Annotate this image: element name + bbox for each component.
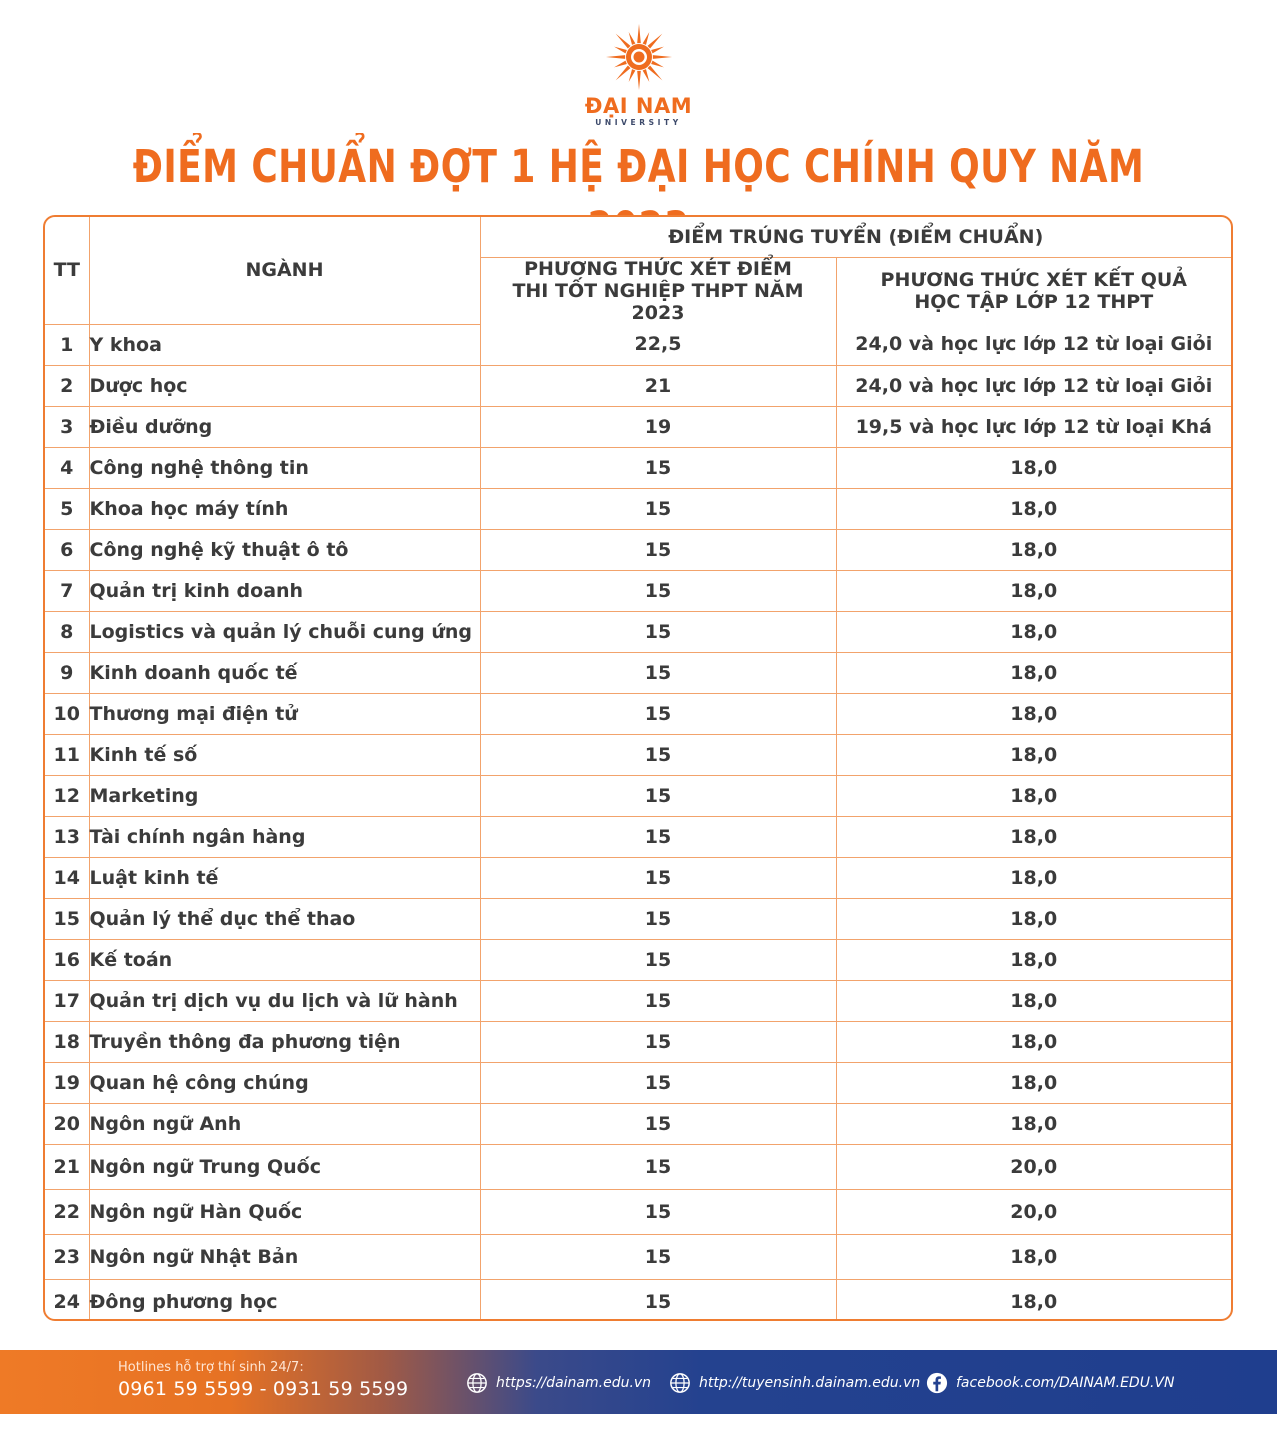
cell-major: Logistics và quản lý chuỗi cung ứng <box>89 611 480 652</box>
cell-tt: 21 <box>45 1144 89 1189</box>
admissions-link-text: http://tuyensinh.dainam.edu.vn <box>699 1375 921 1391</box>
cell-exam-score: 15 <box>480 529 836 570</box>
cell-tt: 10 <box>45 693 89 734</box>
cell-transcript-score: 18,0 <box>836 939 1231 980</box>
cell-major: Marketing <box>89 775 480 816</box>
footer-bar <box>0 1350 1277 1414</box>
table-row <box>45 693 1231 734</box>
table-row <box>45 529 1231 570</box>
table-row <box>45 1234 1231 1279</box>
cell-transcript-score: 18,0 <box>836 775 1231 816</box>
cell-major: Ngôn ngữ Trung Quốc <box>89 1144 480 1189</box>
logo-subtitle: UNIVERSITY <box>595 118 682 127</box>
table-row <box>45 734 1231 775</box>
cell-major: Y khoa <box>89 324 480 365</box>
header-major: NGÀNH <box>89 217 480 324</box>
cell-tt: 23 <box>45 1234 89 1279</box>
cell-exam-score: 15 <box>480 939 836 980</box>
facebook-link-text: facebook.com/DAINAM.EDU.VN <box>956 1375 1175 1391</box>
cell-transcript-score: 20,0 <box>836 1189 1231 1234</box>
cell-major: Công nghệ kỹ thuật ô tô <box>89 529 480 570</box>
cell-exam-score: 15 <box>480 693 836 734</box>
table-row <box>45 1062 1231 1103</box>
cell-exam-score: 15 <box>480 1021 836 1062</box>
cell-exam-score: 15 <box>480 775 836 816</box>
cell-major: Công nghệ thông tin <box>89 447 480 488</box>
table-row <box>45 324 1231 365</box>
score-table <box>45 217 1231 1321</box>
table-row <box>45 611 1231 652</box>
cell-transcript-score: 18,0 <box>836 1279 1231 1321</box>
cell-transcript-score: 18,0 <box>836 734 1231 775</box>
table-row <box>45 1144 1231 1189</box>
table-row <box>45 1189 1231 1234</box>
table-row <box>45 857 1231 898</box>
table-row <box>45 939 1231 980</box>
table-row <box>45 1279 1231 1321</box>
cell-exam-score: 15 <box>480 980 836 1021</box>
cell-exam-score: 21 <box>480 365 836 406</box>
cell-tt: 2 <box>45 365 89 406</box>
table-row <box>45 775 1231 816</box>
cell-exam-score: 15 <box>480 1103 836 1144</box>
cell-exam-score: 15 <box>480 1234 836 1279</box>
cell-transcript-score: 18,0 <box>836 611 1231 652</box>
cell-tt: 13 <box>45 816 89 857</box>
hotline-label: Hotlines hỗ trợ thí sinh 24/7: <box>118 1360 304 1375</box>
cell-exam-score: 15 <box>480 1062 836 1103</box>
cell-major: Kinh doanh quốc tế <box>89 652 480 693</box>
cell-exam-score: 15 <box>480 1279 836 1321</box>
cell-transcript-score: 18,0 <box>836 816 1231 857</box>
page-title: ĐIỂM CHUẨN ĐỢT 1 HỆ ĐẠI HỌC CHÍNH QUY NĂM <box>132 140 1145 193</box>
cell-major: Quan hệ công chúng <box>89 1062 480 1103</box>
cell-exam-score: 15 <box>480 611 836 652</box>
cell-tt: 22 <box>45 1189 89 1234</box>
cell-exam-score: 15 <box>480 857 836 898</box>
cell-tt: 6 <box>45 529 89 570</box>
cell-exam-score: 22,5 <box>480 324 836 365</box>
header-transcript-method-text: PHƯƠNG THỨC XÉT KẾT QUẢ HỌC TẬP LỚP 12 THPT <box>880 269 1187 313</box>
table-row <box>45 570 1231 611</box>
facebook-icon <box>926 1372 948 1394</box>
table-row <box>45 365 1231 406</box>
header-tt: TT <box>45 217 89 324</box>
header-exam-method <box>480 258 836 325</box>
cell-tt: 7 <box>45 570 89 611</box>
header-exam-method-text: PHƯƠNG THỨC XÉT ĐIỂM THI TỐT NGHIỆP THPT NĂM 2023 <box>512 258 804 324</box>
cell-exam-score: 15 <box>480 447 836 488</box>
cell-transcript-score: 18,0 <box>836 529 1231 570</box>
table-row <box>45 652 1231 693</box>
cell-exam-score: 15 <box>480 816 836 857</box>
cell-major: Ngôn ngữ Anh <box>89 1103 480 1144</box>
university-logo <box>0 22 1277 128</box>
cell-major: Điều dưỡng <box>89 406 480 447</box>
cell-tt: 15 <box>45 898 89 939</box>
score-table-body <box>45 324 1231 1321</box>
globe-icon <box>669 1372 691 1394</box>
cell-tt: 5 <box>45 488 89 529</box>
cell-tt: 11 <box>45 734 89 775</box>
table-row <box>45 1103 1231 1144</box>
cell-transcript-score: 18,0 <box>836 447 1231 488</box>
website-link-text: https://dainam.edu.vn <box>496 1375 652 1391</box>
cell-major: Thương mại điện tử <box>89 693 480 734</box>
cell-transcript-score: 20,0 <box>836 1144 1231 1189</box>
cell-major: Kế toán <box>89 939 480 980</box>
facebook-link[interactable] <box>926 1370 1174 1396</box>
score-table-frame <box>43 215 1233 1321</box>
cell-major: Ngôn ngữ Nhật Bản <box>89 1234 480 1279</box>
cell-tt: 1 <box>45 324 89 365</box>
table-row <box>45 1021 1231 1062</box>
cell-tt: 18 <box>45 1021 89 1062</box>
cell-tt: 19 <box>45 1062 89 1103</box>
cell-transcript-score: 18,0 <box>836 1021 1231 1062</box>
cell-tt: 3 <box>45 406 89 447</box>
cell-exam-score: 15 <box>480 1144 836 1189</box>
table-row <box>45 406 1231 447</box>
cell-transcript-score: 24,0 và học lực lớp 12 từ loại Giỏi <box>836 324 1231 365</box>
cell-transcript-score: 18,0 <box>836 898 1231 939</box>
table-row <box>45 816 1231 857</box>
sun-logo-icon <box>604 22 674 92</box>
cell-transcript-score: 18,0 <box>836 1062 1231 1103</box>
cell-major: Dược học <box>89 365 480 406</box>
header-score-group: ĐIỂM TRÚNG TUYỂN (ĐIỂM CHUẨN) <box>480 217 1231 258</box>
cell-major: Quản trị kinh doanh <box>89 570 480 611</box>
cell-exam-score: 19 <box>480 406 836 447</box>
cell-exam-score: 15 <box>480 488 836 529</box>
cell-exam-score: 15 <box>480 1189 836 1234</box>
cell-tt: 9 <box>45 652 89 693</box>
website-link[interactable] <box>466 1370 651 1396</box>
cell-transcript-score: 18,0 <box>836 693 1231 734</box>
cell-major: Tài chính ngân hàng <box>89 816 480 857</box>
cell-transcript-score: 19,5 và học lực lớp 12 từ loại Khá <box>836 406 1231 447</box>
cell-major: Ngôn ngữ Hàn Quốc <box>89 1189 480 1234</box>
cell-major: Khoa học máy tính <box>89 488 480 529</box>
cell-transcript-score: 18,0 <box>836 652 1231 693</box>
cell-transcript-score: 18,0 <box>836 1103 1231 1144</box>
hotline-numbers[interactable]: 0961 59 5599 - 0931 59 5599 <box>118 1378 409 1400</box>
cell-transcript-score: 18,0 <box>836 980 1231 1021</box>
cell-transcript-score: 18,0 <box>836 488 1231 529</box>
cell-transcript-score: 18,0 <box>836 570 1231 611</box>
cell-transcript-score: 18,0 <box>836 1234 1231 1279</box>
admissions-link[interactable] <box>669 1370 920 1396</box>
cell-tt: 4 <box>45 447 89 488</box>
table-row <box>45 447 1231 488</box>
cell-tt: 20 <box>45 1103 89 1144</box>
globe-icon <box>466 1372 488 1394</box>
cell-exam-score: 15 <box>480 734 836 775</box>
cell-tt: 12 <box>45 775 89 816</box>
cell-tt: 16 <box>45 939 89 980</box>
cell-major: Luật kinh tế <box>89 857 480 898</box>
cell-major: Truyền thông đa phương tiện <box>89 1021 480 1062</box>
table-row <box>45 488 1231 529</box>
cell-tt: 14 <box>45 857 89 898</box>
table-row <box>45 898 1231 939</box>
cell-tt: 24 <box>45 1279 89 1321</box>
cell-transcript-score: 24,0 và học lực lớp 12 từ loại Giỏi <box>836 365 1231 406</box>
cell-major: Quản lý thể dục thể thao <box>89 898 480 939</box>
cell-tt: 17 <box>45 980 89 1021</box>
cell-major: Quản trị dịch vụ du lịch và lữ hành <box>89 980 480 1021</box>
cell-exam-score: 15 <box>480 898 836 939</box>
logo-name: ĐẠI NAM <box>584 94 693 118</box>
cell-major: Đông phương học <box>89 1279 480 1321</box>
cell-tt: 8 <box>45 611 89 652</box>
cell-transcript-score: 18,0 <box>836 857 1231 898</box>
table-row <box>45 980 1231 1021</box>
cell-exam-score: 15 <box>480 570 836 611</box>
cell-major: Kinh tế số <box>89 734 480 775</box>
header-transcript-method <box>836 258 1231 325</box>
cell-exam-score: 15 <box>480 652 836 693</box>
